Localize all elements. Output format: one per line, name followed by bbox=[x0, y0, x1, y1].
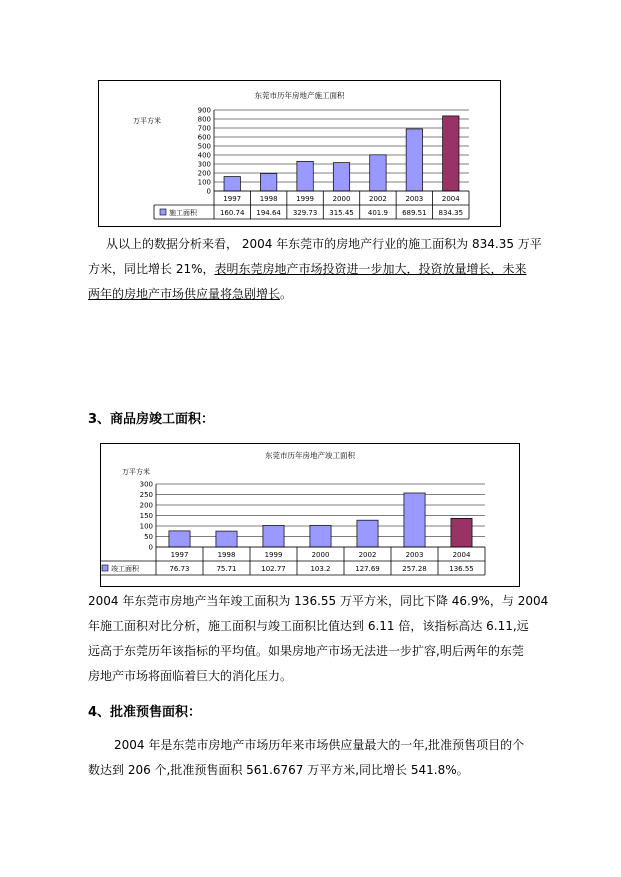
category-label: 1997 bbox=[170, 551, 189, 559]
p1-line2 bbox=[88, 257, 548, 282]
y-tick-label: 500 bbox=[197, 142, 211, 151]
value-label: 102.77 bbox=[261, 565, 286, 573]
y-axis-unit-label: 万平方米 bbox=[133, 117, 161, 125]
category-label: 2002 bbox=[369, 195, 387, 203]
bar-2004 bbox=[451, 518, 472, 547]
bar-2003 bbox=[404, 493, 425, 547]
section-heading-3: 3、商品房竣工面积： bbox=[88, 412, 215, 427]
legend-swatch bbox=[102, 565, 108, 571]
p1-line3 bbox=[88, 282, 548, 307]
y-tick-label: 300 bbox=[139, 480, 153, 489]
y-tick-label: 0 bbox=[148, 543, 153, 552]
category-label: 1998 bbox=[217, 551, 236, 559]
bar-2000 bbox=[333, 163, 349, 191]
value-label: 160.74 bbox=[219, 209, 245, 217]
value-label: 401.9 bbox=[367, 209, 388, 217]
bar-1997 bbox=[224, 177, 240, 191]
p2-line3: 远高于东莞历年该指标的平均值。如果房地产市场无法进一步扩容,明后两年的东莞 bbox=[88, 644, 524, 658]
legend-label: 竣工面积 bbox=[111, 565, 139, 573]
bar-2000 bbox=[310, 525, 331, 547]
bar-2002 bbox=[370, 155, 386, 191]
category-label: 2004 bbox=[441, 195, 460, 203]
value-label: 689.51 bbox=[402, 209, 427, 217]
p3-line2: 数达到 206 个,批准预售面积 561.6767 万平方米,同比增长 541.8%。 bbox=[88, 763, 469, 777]
p3-line1: 2004 年是东莞市房地产市场历年来市场供应量最大的一年,批准预售项目的个 bbox=[114, 738, 525, 752]
value-label: 315.45 bbox=[329, 209, 354, 217]
y-tick-label: 100 bbox=[139, 522, 153, 531]
p1-line2-plain: 方米，同比增长 21%， bbox=[88, 262, 215, 276]
y-tick-label: 700 bbox=[197, 124, 211, 133]
analysis-paragraph-1 bbox=[88, 232, 548, 307]
p1-line1: 从以上的数据分析来看， 2004 年东莞市的房地产行业的施工面积为 834.35 万平 bbox=[106, 237, 542, 251]
completion-area-chart-svg bbox=[101, 444, 519, 586]
bar-1998 bbox=[216, 531, 237, 547]
construction-area-chart-svg bbox=[99, 81, 500, 226]
category-label: 2002 bbox=[358, 551, 377, 559]
section-heading-4: 4、批准预售面积： bbox=[88, 705, 202, 720]
category-label: 1999 bbox=[296, 195, 314, 203]
bar-1999 bbox=[263, 525, 284, 547]
value-label: 136.55 bbox=[449, 565, 474, 573]
y-tick-label: 600 bbox=[197, 133, 211, 142]
p1-line3-underline: 两年的房地产市场供应量将急剧增长 bbox=[88, 287, 281, 301]
y-tick-label: 100 bbox=[197, 178, 211, 187]
p1-line2-underline: 表明东莞房地产市场投资进一步加大，投资放量增长，未来 bbox=[214, 262, 527, 276]
y-tick-label: 300 bbox=[197, 160, 211, 169]
value-label: 257.28 bbox=[402, 565, 427, 573]
category-label: 1999 bbox=[264, 551, 283, 559]
category-label: 1997 bbox=[223, 195, 242, 203]
bar-2003 bbox=[406, 129, 422, 191]
completion-area-chart bbox=[100, 443, 520, 587]
analysis-paragraph-3 bbox=[88, 733, 558, 783]
y-tick-label: 250 bbox=[139, 491, 153, 499]
bar-1997 bbox=[169, 531, 190, 547]
category-label: 2004 bbox=[452, 551, 471, 559]
construction-area-chart bbox=[98, 80, 501, 227]
category-label: 1998 bbox=[259, 195, 278, 203]
bar-1999 bbox=[297, 161, 313, 191]
y-tick-label: 200 bbox=[197, 169, 211, 178]
y-tick-label: 400 bbox=[197, 151, 211, 160]
category-label: 2003 bbox=[405, 195, 424, 203]
y-tick-label: 800 bbox=[197, 115, 211, 124]
category-label: 2003 bbox=[405, 551, 424, 559]
value-label: 194.64 bbox=[256, 209, 281, 217]
value-label: 103.2 bbox=[310, 565, 331, 573]
analysis-paragraph-2 bbox=[88, 589, 558, 689]
chart-title: 东莞市历年房地产竣工面积 bbox=[265, 451, 355, 460]
value-label: 75.71 bbox=[216, 565, 237, 573]
value-label: 329.73 bbox=[292, 209, 318, 217]
legend-label: 施工面积 bbox=[169, 209, 197, 217]
y-tick-label: 900 bbox=[197, 106, 211, 115]
bar-2002 bbox=[357, 520, 378, 547]
value-label: 76.73 bbox=[169, 565, 190, 573]
category-label: 2000 bbox=[332, 195, 351, 203]
p2-line2: 年施工面积对比分析，施工面积与竣工面积比值达到 6.11 倍，该指标高达 6.11,远 bbox=[88, 619, 529, 633]
y-tick-label: 150 bbox=[139, 512, 153, 520]
category-label: 2000 bbox=[311, 551, 330, 559]
y-axis-unit-label: 万平方米 bbox=[122, 468, 150, 476]
legend-swatch bbox=[160, 209, 166, 215]
y-tick-label: 200 bbox=[139, 501, 153, 510]
p2-line4: 房地产市场将面临着巨大的消化压力。 bbox=[88, 669, 293, 683]
p2-line1: 2004 年东莞市房地产当年竣工面积为 136.55 万平方米，同比下降 46.9%，与 2004 bbox=[88, 594, 549, 608]
p1-line3-end: 。 bbox=[280, 287, 293, 301]
bar-2004 bbox=[443, 116, 459, 191]
y-tick-label: 0 bbox=[206, 187, 211, 196]
chart-title: 东莞市历年房地产施工面积 bbox=[254, 91, 345, 100]
y-tick-label: 50 bbox=[144, 533, 153, 541]
value-label: 127.69 bbox=[355, 565, 380, 573]
value-label: 834.35 bbox=[438, 209, 464, 217]
bar-1998 bbox=[260, 173, 276, 191]
